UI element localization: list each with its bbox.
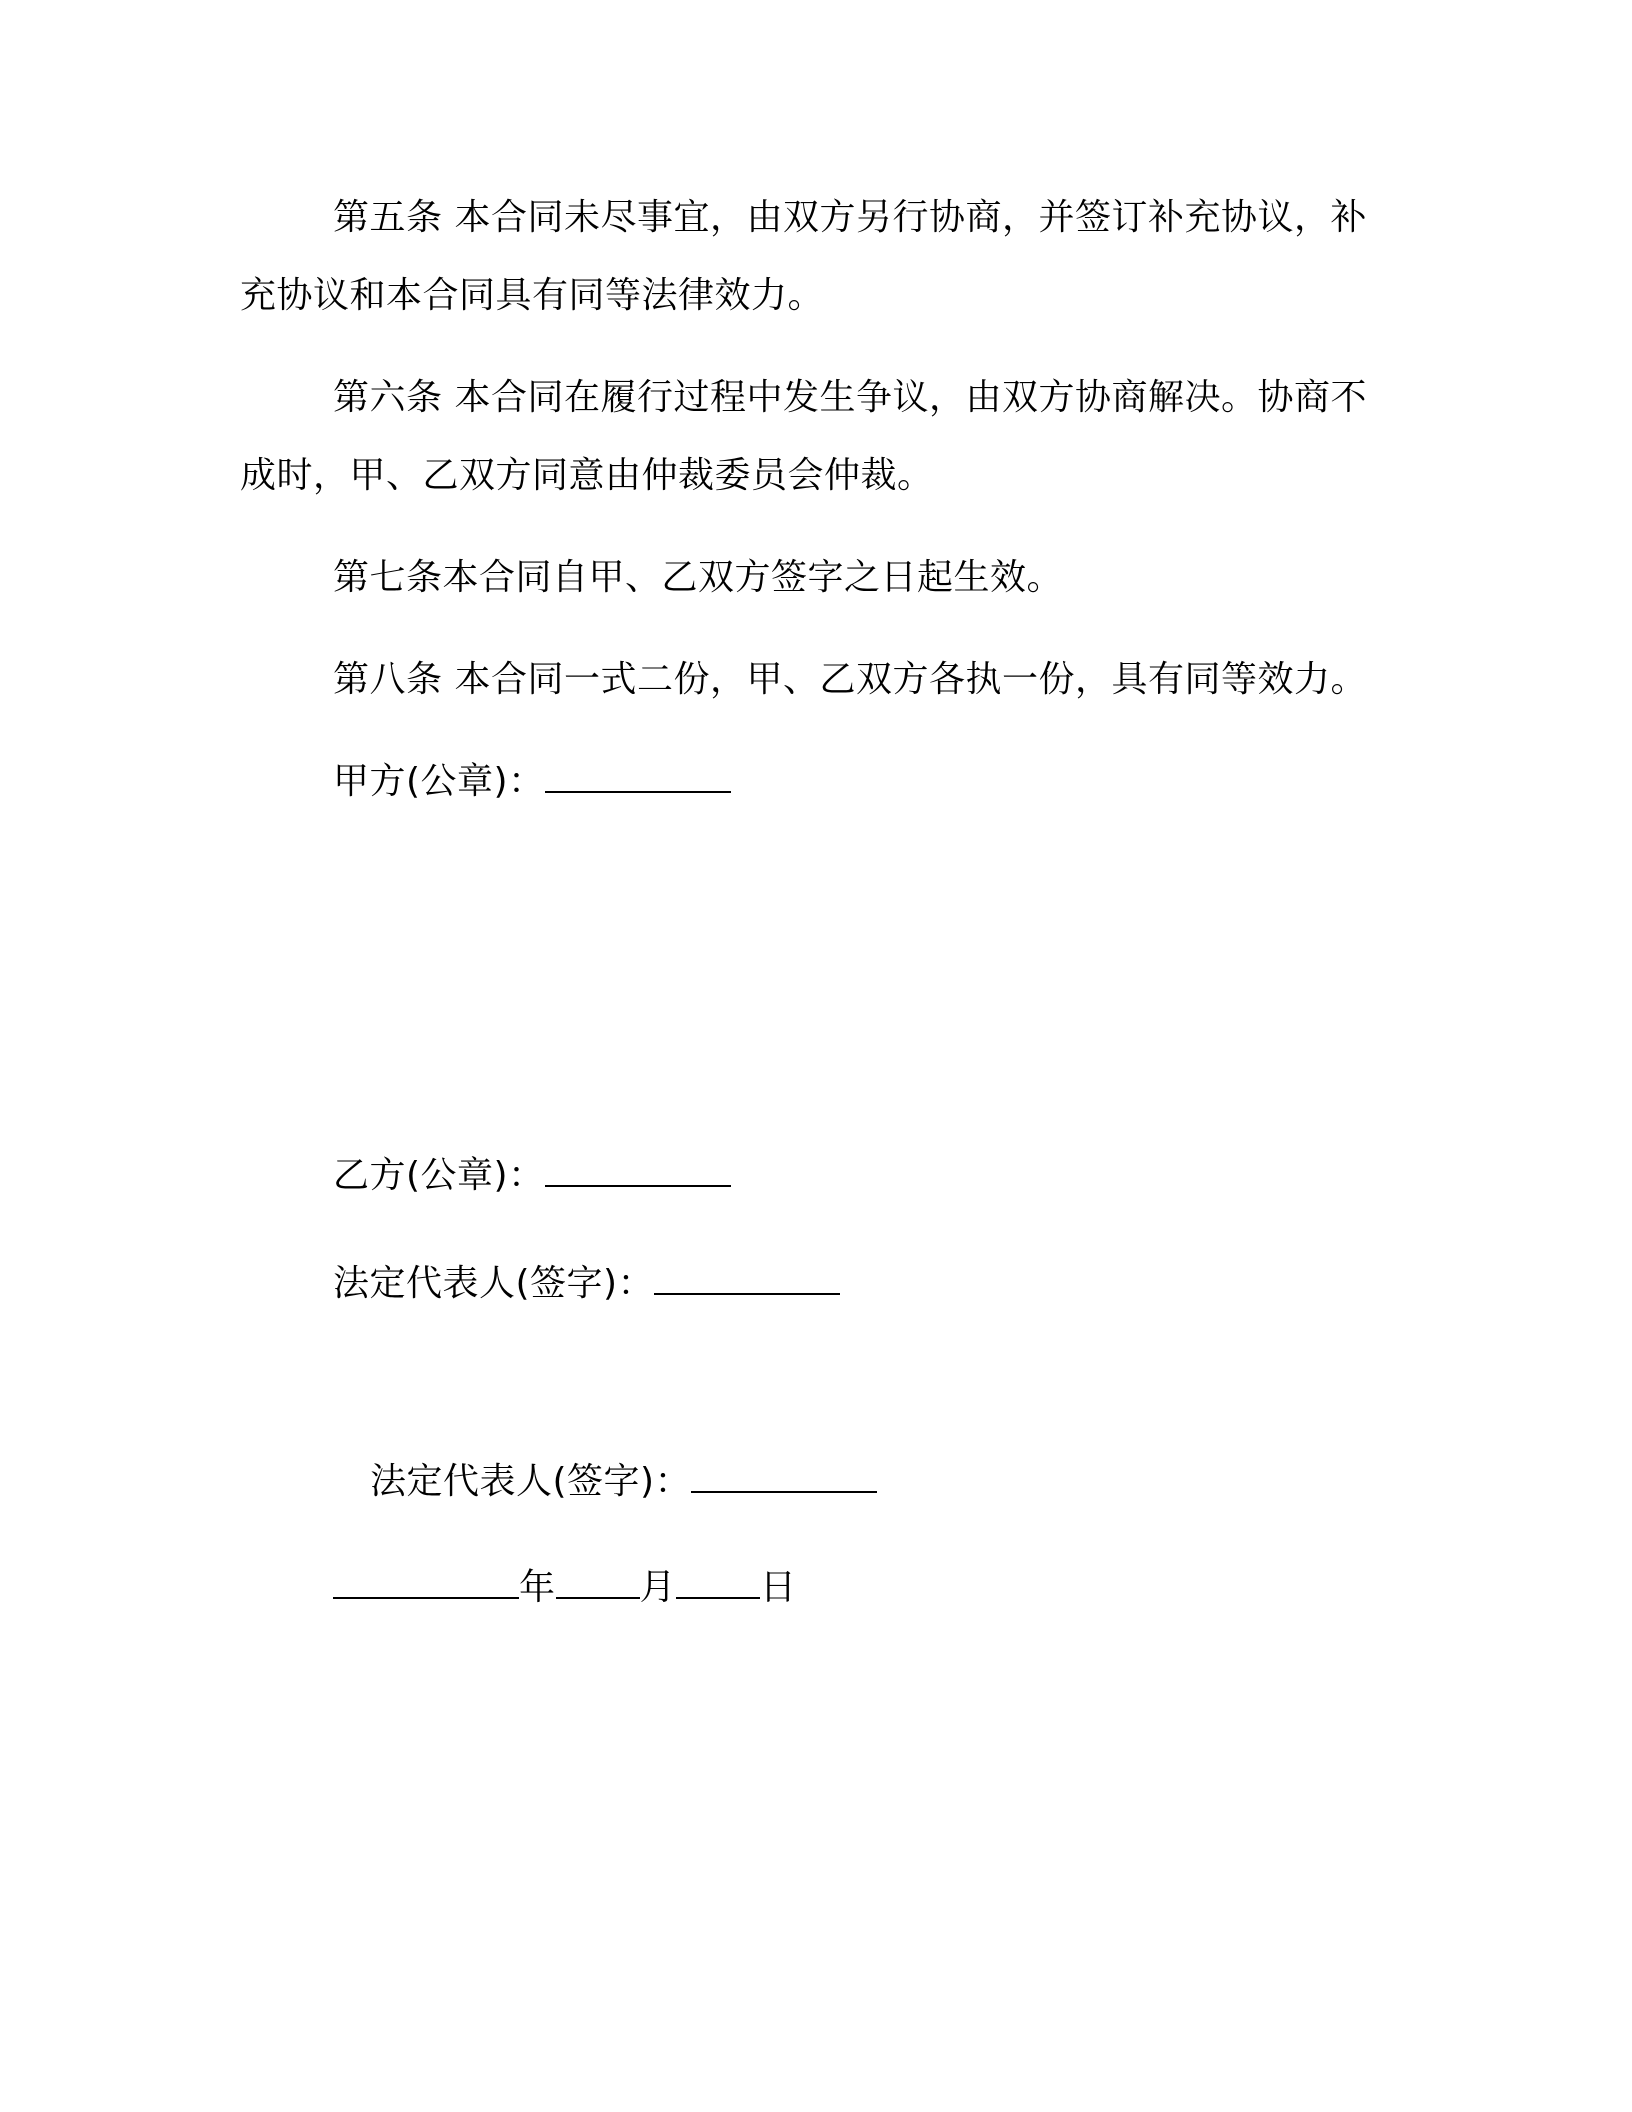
clause-7: 第七条本合同自甲、乙双方签字之日起生效。 [333,557,1064,598]
clause-6-line-1: 第六条 本合同在履行过程中发生争议，由双方协商解决。协商不 [333,377,1367,418]
party-a-signature [333,760,731,804]
legal-rep-signature-1 [333,1262,840,1306]
legal-rep-blank-1 [654,1263,840,1295]
clause-5-line-2: 充协议和本合同具有同等法律效力。 [240,275,825,316]
year-blank [333,1567,519,1599]
party-b-seal-blank [545,1155,731,1187]
legal-rep-label-1: 法定代表人(签字)： [333,1263,655,1304]
day-blank [676,1567,760,1599]
clause-6-line-2: 成时，甲、乙双方同意由仲裁委员会仲裁。 [240,455,934,496]
party-b-label: 乙方(公章)： [333,1155,545,1196]
year-label: 年 [519,1567,556,1608]
clause-8: 第八条 本合同一式二份，甲、乙双方各执一份，具有同等效力。 [333,659,1367,700]
party-b-signature [333,1154,731,1198]
day-label: 日 [760,1567,797,1608]
party-a-label: 甲方(公章)： [333,761,545,802]
party-a-seal-blank [545,761,731,793]
legal-rep-blank-2 [691,1461,877,1493]
legal-rep-signature-2 [370,1460,877,1504]
month-label: 月 [639,1567,677,1608]
month-blank [556,1567,640,1599]
signing-date [333,1566,797,1610]
clause-5-line-1: 第五条 本合同未尽事宜，由双方另行协商，并签订补充协议，补 [333,197,1367,238]
legal-rep-label-2: 法定代表人(签字)： [370,1461,692,1502]
